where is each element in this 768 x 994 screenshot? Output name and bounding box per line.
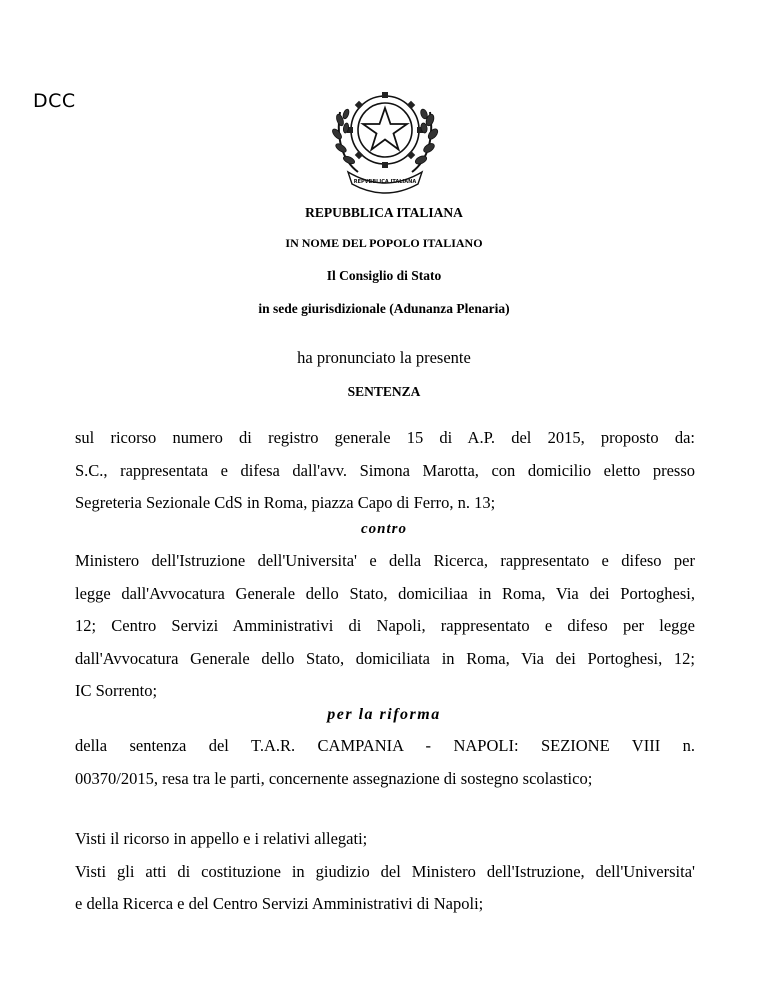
heading-seat: in sede giurisdizionale (Adunanza Plenaria) xyxy=(258,301,510,316)
against-line: 12; Centro Servizi Amministrativi di Napoli, rappresentato e difeso per legge xyxy=(75,616,695,635)
reform-line: 00370/2015, resa tra le parti, concernente assegnazione di sostegno scolastico; xyxy=(75,768,593,788)
against-paragraph xyxy=(75,545,695,708)
emblem-ribbon-text: REPVBBLICA ITALIANA xyxy=(353,179,417,185)
against-line: dall'Avvocatura Generale dello Stato, domiciliata in Roma, Via dei Portoghesi, 12; xyxy=(75,648,695,668)
heading-council: Il Consiglio di Stato xyxy=(326,268,442,283)
against-line: IC Sorrento; xyxy=(75,681,158,700)
against-line: Ministero dell'Istruzione dell'Universita' e della Ricerca, rappresentato e difeso per xyxy=(75,551,695,570)
considered-line: Visti gli atti di costituzione in giudizio del Ministero dell'Istruzione, dell'Universita' xyxy=(75,861,695,881)
appeal-line: S.C., rappresentata e difesa dall'avv. Simona Marotta, con domicilio eletto presso xyxy=(75,460,695,480)
against-line: legge dall'Avvocatura Generale dello Stato, domiciliaa in Roma, Via dei Portoghesi, xyxy=(75,583,695,603)
heading-sentenza: SENTENZA xyxy=(347,384,421,399)
considered-line: e della Ricerca e del Centro Servizi Amministrativi di Napoli; xyxy=(75,894,484,913)
heading-republic: REPUBBLICA ITALIANA xyxy=(305,205,463,220)
heading-in-name: IN NOME DEL POPOLO ITALIANO xyxy=(285,236,483,250)
heading-pronounced: ha pronunciato la presente xyxy=(297,348,471,367)
considered-paragraph xyxy=(75,823,695,921)
appeal-line: sul ricorso numero di registro generale 15 di A.P. del 2015, proposto da: xyxy=(75,428,695,447)
heading-per-la-riforma: per la riforma xyxy=(327,706,441,723)
considered-line: Visti il ricorso in appello e i relativi allegati; xyxy=(75,829,368,848)
reform-line: della sentenza del T.A.R. CAMPANIA - NAPOLI: SEZIONE VIII n. xyxy=(75,736,695,755)
appeal-paragraph xyxy=(75,422,695,520)
italian-republic-emblem xyxy=(328,76,442,194)
reform-paragraph xyxy=(75,730,695,795)
appeal-line: Segreteria Sezionale CdS in Roma, piazza Capo di Ferro, n. 13; xyxy=(75,493,496,512)
emblem-star xyxy=(363,108,407,150)
heading-contro: contro xyxy=(360,521,407,537)
document-marker: DCC xyxy=(33,90,76,112)
